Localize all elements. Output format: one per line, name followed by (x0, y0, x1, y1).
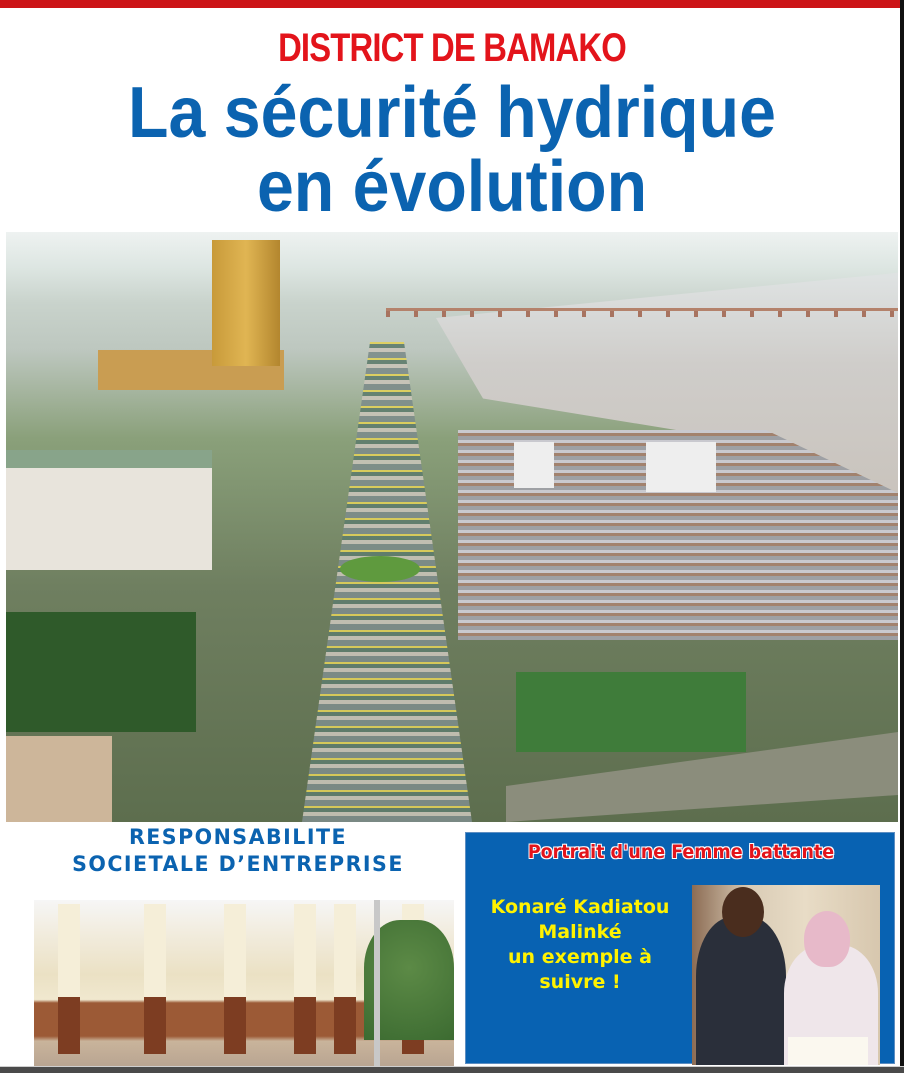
main-headline (36, 73, 868, 227)
building (6, 736, 112, 822)
road-traffic (302, 342, 472, 822)
pillar (334, 904, 356, 1054)
portrait-name-line-1: Konaré Kadiatou (490, 896, 670, 918)
top-red-bar (0, 0, 904, 8)
man-figure (696, 917, 786, 1065)
portrait-name-line-2: Malinké (538, 921, 622, 943)
portrait-name-line-3: un exemple à (508, 946, 652, 968)
bridge (386, 308, 898, 317)
roundabout (340, 556, 420, 582)
rse-title (32, 824, 444, 878)
page-edge (900, 0, 904, 1072)
portrait-photo (692, 885, 880, 1065)
pillar (224, 904, 246, 1054)
building (6, 450, 212, 570)
headline-line-1: La sécurité hydrique (128, 73, 776, 153)
field (516, 672, 746, 752)
tent (514, 442, 554, 488)
portrait-tag: Portrait d'une Femme battante (527, 841, 835, 863)
man-head (722, 887, 764, 937)
certificate (788, 1037, 868, 1065)
pillar (144, 904, 166, 1054)
portrait-name-line-4: suivre ! (539, 971, 621, 993)
rse-title-line-2: SOCIETALE D’ENTREPRISE (72, 852, 404, 876)
rse-story[interactable] (28, 824, 448, 1064)
pillar (58, 904, 80, 1054)
school-photo (34, 900, 454, 1066)
portrait-name (474, 895, 686, 995)
portrait-story[interactable] (465, 832, 895, 1064)
pole (374, 900, 380, 1066)
pillar (294, 904, 316, 1054)
trees (6, 612, 196, 732)
tent (646, 442, 716, 492)
hero-aerial-photo (6, 232, 898, 822)
section-kicker: DISTRICT DE BAMAKO (278, 26, 626, 70)
headline-line-2: en évolution (256, 147, 648, 227)
woman-head (804, 911, 850, 967)
rse-title-line-1: RESPONSABILITE (128, 825, 348, 849)
tower (212, 240, 280, 366)
